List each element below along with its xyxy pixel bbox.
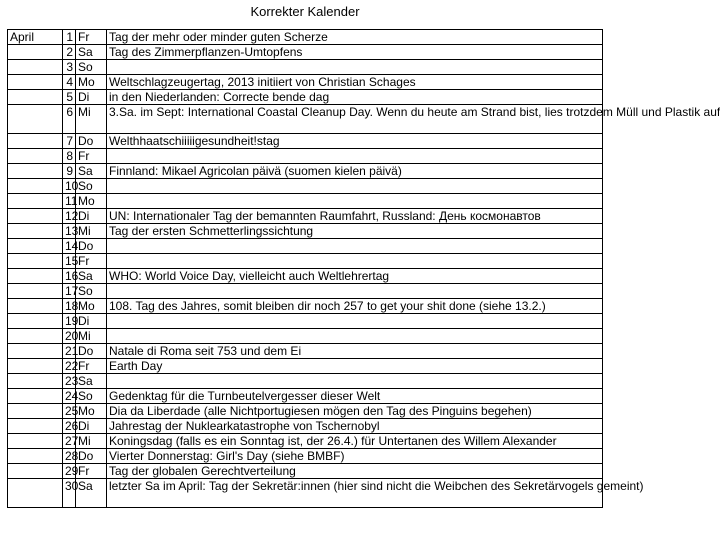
calendar-row bbox=[8, 105, 603, 134]
calendar-row bbox=[8, 419, 603, 434]
month-cell bbox=[8, 419, 63, 434]
day-number: 14 bbox=[63, 239, 76, 254]
day-description: Vierter Donnerstag: Girl's Day (siehe BMBF) bbox=[107, 449, 603, 464]
weekday: Sa bbox=[76, 164, 107, 179]
day-number: 21 bbox=[63, 344, 76, 359]
day-description: Natale di Roma seit 753 und dem Ei bbox=[107, 344, 603, 359]
day-description: Gedenktag für die Turnbeutelvergesser dieser Welt bbox=[107, 389, 603, 404]
day-description bbox=[107, 60, 603, 75]
month-cell bbox=[8, 254, 63, 269]
month-cell bbox=[8, 269, 63, 284]
month-cell bbox=[8, 374, 63, 389]
month-cell bbox=[8, 105, 63, 134]
month-cell bbox=[8, 479, 63, 508]
calendar-row bbox=[8, 479, 603, 508]
day-number: 10 bbox=[63, 179, 76, 194]
day-description: letzter Sa im April: Tag der Sekretär:innen (hier sind nicht die Weibchen des Sekretärvogels gemeint) bbox=[107, 479, 603, 508]
month-cell bbox=[8, 224, 63, 239]
calendar-row bbox=[8, 224, 603, 239]
weekday: Mi bbox=[76, 105, 107, 134]
day-number: 23 bbox=[63, 374, 76, 389]
calendar-row bbox=[8, 209, 603, 224]
calendar-row bbox=[8, 179, 603, 194]
month-cell bbox=[8, 149, 63, 164]
weekday: Fr bbox=[76, 30, 107, 45]
day-number: 12 bbox=[63, 209, 76, 224]
day-description: in den Niederlanden: Correcte bende dag bbox=[107, 90, 603, 105]
day-description: Weltschlagzeugertag, 2013 initiiert von Christian Schages bbox=[107, 75, 603, 90]
month-cell bbox=[8, 464, 63, 479]
weekday: Fr bbox=[76, 254, 107, 269]
month-cell bbox=[8, 45, 63, 60]
weekday: Di bbox=[76, 419, 107, 434]
day-description bbox=[107, 329, 603, 344]
month-cell bbox=[8, 344, 63, 359]
calendar-table bbox=[7, 29, 720, 508]
weekday: Di bbox=[76, 209, 107, 224]
calendar-row bbox=[8, 254, 603, 269]
day-number: 29 bbox=[63, 464, 76, 479]
weekday: Fr bbox=[76, 464, 107, 479]
day-number: 28 bbox=[63, 449, 76, 464]
weekday: So bbox=[76, 284, 107, 299]
weekday: Mo bbox=[76, 299, 107, 314]
day-number: 5 bbox=[63, 90, 76, 105]
day-description: UN: Internationaler Tag der bemannten Raumfahrt, Russland: День космонавтов bbox=[107, 209, 603, 224]
calendar-row bbox=[8, 90, 603, 105]
calendar-row bbox=[8, 134, 603, 149]
day-number: 3 bbox=[63, 60, 76, 75]
day-description bbox=[107, 179, 603, 194]
day-description: Jahrestag der Nuklearkatastrophe von Tschernobyl bbox=[107, 419, 603, 434]
day-number: 26 bbox=[63, 419, 76, 434]
day-number: 13 bbox=[63, 224, 76, 239]
calendar-row bbox=[8, 449, 603, 464]
calendar-row bbox=[8, 359, 603, 374]
day-description: Earth Day bbox=[107, 359, 603, 374]
day-number: 2 bbox=[63, 45, 76, 60]
weekday: Fr bbox=[76, 149, 107, 164]
day-description: 3.Sa. im Sept: International Coastal Cleanup Day. Wenn du heute am Strand bist, lies trotzdem Müll und Plastik auf bbox=[107, 105, 603, 134]
day-description: Tag der globalen Gerechtverteilung bbox=[107, 464, 603, 479]
calendar-row bbox=[8, 45, 603, 60]
calendar-body bbox=[8, 30, 720, 508]
weekday: Do bbox=[76, 239, 107, 254]
day-description: 108. Tag des Jahres, somit bleiben dir noch 257 to get your shit done (siehe 13.2.) bbox=[107, 299, 603, 314]
day-number: 30 bbox=[63, 479, 76, 508]
day-number: 8 bbox=[63, 149, 76, 164]
month-cell bbox=[8, 134, 63, 149]
weekday: Sa bbox=[76, 479, 107, 508]
day-number: 25 bbox=[63, 404, 76, 419]
day-description: Tag der ersten Schmetterlingssichtung bbox=[107, 224, 603, 239]
weekday: Sa bbox=[76, 45, 107, 60]
weekday: Mo bbox=[76, 404, 107, 419]
day-description bbox=[107, 239, 603, 254]
weekday: Fr bbox=[76, 359, 107, 374]
weekday: Mi bbox=[76, 329, 107, 344]
month-cell bbox=[8, 90, 63, 105]
day-description bbox=[107, 149, 603, 164]
month-cell bbox=[8, 179, 63, 194]
weekday: Mi bbox=[76, 224, 107, 239]
weekday: Do bbox=[76, 344, 107, 359]
weekday: Sa bbox=[76, 374, 107, 389]
day-description: WHO: World Voice Day, vielleicht auch Weltlehrertag bbox=[107, 269, 603, 284]
month-cell bbox=[8, 389, 63, 404]
day-description: Tag des Zimmerpflanzen-Umtopfens bbox=[107, 45, 603, 60]
month-cell bbox=[8, 449, 63, 464]
day-number: 27 bbox=[63, 434, 76, 449]
calendar-row bbox=[8, 194, 603, 209]
calendar-row bbox=[8, 30, 603, 45]
month-cell bbox=[8, 329, 63, 344]
page-title: Korrekter Kalender bbox=[250, 4, 360, 19]
calendar-row bbox=[8, 164, 603, 179]
month-cell bbox=[8, 314, 63, 329]
month-cell bbox=[8, 60, 63, 75]
day-description bbox=[107, 284, 603, 299]
day-number: 4 bbox=[63, 75, 76, 90]
calendar-row bbox=[8, 75, 603, 90]
month-cell bbox=[8, 75, 63, 90]
calendar-row bbox=[8, 464, 603, 479]
weekday: Sa bbox=[76, 269, 107, 284]
day-description bbox=[107, 194, 603, 209]
month-cell bbox=[8, 404, 63, 419]
month-cell bbox=[8, 299, 63, 314]
day-description bbox=[107, 314, 603, 329]
month-cell bbox=[8, 239, 63, 254]
calendar-row bbox=[8, 60, 603, 75]
day-number: 20 bbox=[63, 329, 76, 344]
day-number: 9 bbox=[63, 164, 76, 179]
weekday: Di bbox=[76, 90, 107, 105]
day-number: 15 bbox=[63, 254, 76, 269]
calendar-row bbox=[8, 434, 603, 449]
calendar-row bbox=[8, 239, 603, 254]
day-number: 7 bbox=[63, 134, 76, 149]
month-cell bbox=[8, 164, 63, 179]
month-cell bbox=[8, 194, 63, 209]
calendar-row bbox=[8, 329, 603, 344]
day-description: Dia da Liberdade (alle Nichtportugiesen mögen den Tag des Pinguins begehen) bbox=[107, 404, 603, 419]
day-number: 11 bbox=[63, 194, 76, 209]
day-number: 6 bbox=[63, 105, 76, 134]
day-number: 24 bbox=[63, 389, 76, 404]
day-number: 1 bbox=[63, 30, 76, 45]
calendar-row bbox=[8, 299, 603, 314]
day-number: 22 bbox=[63, 359, 76, 374]
weekday: So bbox=[76, 389, 107, 404]
day-description: Koningsdag (falls es ein Sonntag ist, der 26.4.) für Untertanen des Willem Alexander bbox=[107, 434, 603, 449]
weekday: So bbox=[76, 60, 107, 75]
month-label: April bbox=[8, 30, 63, 45]
weekday: Mo bbox=[76, 75, 107, 90]
weekday: Do bbox=[76, 134, 107, 149]
day-number: 19 bbox=[63, 314, 76, 329]
calendar-row bbox=[8, 149, 603, 164]
day-number: 18 bbox=[63, 299, 76, 314]
calendar-row bbox=[8, 269, 603, 284]
calendar-row bbox=[8, 344, 603, 359]
calendar-row bbox=[8, 389, 603, 404]
calendar-row bbox=[8, 404, 603, 419]
calendar-row bbox=[8, 284, 603, 299]
weekday: Do bbox=[76, 449, 107, 464]
month-cell bbox=[8, 209, 63, 224]
day-description bbox=[107, 254, 603, 269]
day-number: 16 bbox=[63, 269, 76, 284]
weekday: Mo bbox=[76, 194, 107, 209]
month-cell bbox=[8, 434, 63, 449]
month-cell bbox=[8, 284, 63, 299]
weekday: So bbox=[76, 179, 107, 194]
day-description: Welthhaatschiiiiigesundheit!stag bbox=[107, 134, 603, 149]
day-description: Finnland: Mikael Agricolan päivä (suomen kielen päivä) bbox=[107, 164, 603, 179]
month-cell bbox=[8, 359, 63, 374]
day-description: Tag der mehr oder minder guten Scherze bbox=[107, 30, 603, 45]
day-description bbox=[107, 374, 603, 389]
day-number: 17 bbox=[63, 284, 76, 299]
calendar-row bbox=[8, 314, 603, 329]
weekday: Di bbox=[76, 314, 107, 329]
weekday: Mi bbox=[76, 434, 107, 449]
calendar-row bbox=[8, 374, 603, 389]
